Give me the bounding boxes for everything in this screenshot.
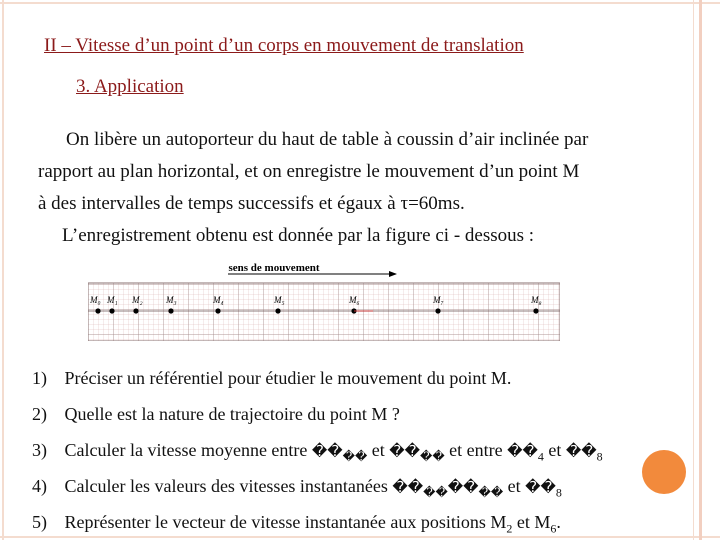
frame-border-right-inner — [693, 0, 694, 540]
question-number: 1) — [32, 368, 47, 388]
question-1 — [32, 368, 511, 389]
point-symbol: M — [534, 512, 551, 532]
point-m0 — [95, 308, 100, 313]
symbol-subscript: �� — [478, 485, 504, 500]
question-number: 4) — [32, 476, 47, 496]
label-m2: M₂ — [132, 295, 143, 305]
section-subtitle: 3. Application — [76, 76, 184, 97]
point-m8 — [533, 308, 538, 313]
question-text: Calculer les valeurs des vitesses instantanées — [64, 476, 388, 496]
question-2 — [32, 404, 400, 425]
label-m4: M₄ — [213, 295, 224, 305]
frame-border-right — [699, 0, 702, 540]
connector-text: et entre — [449, 440, 503, 460]
exercise-statement — [38, 124, 678, 252]
connector-text: et — [371, 440, 385, 460]
slide-title: II – Vitesse d’un point d’un corps en mouvement de translation — [44, 35, 524, 56]
symbol-glyph: �� — [311, 442, 343, 460]
symbol-glyph: �� — [389, 442, 421, 460]
symbol-subscript: �� — [423, 485, 448, 500]
point-m4 — [215, 308, 220, 313]
symbol-subscript: 8 — [596, 449, 603, 464]
connector-text: et — [548, 440, 562, 460]
direction-label: sens de mouvement — [228, 262, 320, 274]
question-text: Représenter le vecteur de vitesse instantanée aux positions — [64, 512, 486, 532]
statement-line-2: rapport au plan horizontal, et on enregistre le mouvement d’un point M — [38, 161, 580, 182]
point-m1 — [109, 308, 114, 313]
question-number: 3) — [32, 440, 47, 460]
symbol-glyph: �� — [447, 478, 479, 496]
point-m5 — [275, 308, 280, 313]
recording-figure — [88, 259, 560, 341]
statement-line-3: à des intervalles de temps successifs et égaux à τ=60ms. — [38, 193, 465, 214]
symbol-subscript: 4 — [537, 449, 544, 464]
statement-line-4: L’enregistrement obtenu est donnée par la figure ci - dessous : — [62, 225, 535, 246]
symbol-glyph: �� — [565, 442, 597, 460]
point-subscript: 2 — [506, 521, 513, 536]
question-number: 2) — [32, 404, 47, 424]
question-text: Préciser un référentiel pour étudier le mouvement du point M. — [64, 368, 512, 388]
connector-text: et — [507, 476, 521, 496]
label-m8: M₈ — [531, 295, 542, 305]
symbol-subscript: �� — [342, 449, 368, 464]
question-text: Calculer la vitesse moyenne entre — [64, 440, 308, 460]
symbol-glyph: �� — [525, 478, 556, 496]
question-4 — [32, 476, 562, 501]
label-m1: M₁ — [107, 295, 118, 305]
grid-paper — [88, 283, 560, 341]
label-m3: M₃ — [166, 295, 177, 305]
point-symbol: M — [490, 512, 507, 532]
label-m0: M₀ — [90, 295, 101, 305]
question-text: Quelle est la nature de trajectoire du point M ? — [64, 404, 400, 424]
point-m3 — [168, 308, 173, 313]
decorative-circle — [642, 450, 686, 494]
point-subscript: 6 — [550, 521, 557, 536]
label-m6: M₆ — [349, 295, 360, 305]
question-3 — [32, 440, 603, 465]
sentence-end: . — [556, 512, 561, 532]
symbol-glyph: �� — [392, 478, 424, 496]
symbol-subscript: �� — [420, 449, 445, 464]
question-5 — [32, 512, 561, 537]
question-number: 5) — [32, 512, 47, 532]
connector-text: et — [516, 512, 530, 532]
label-m7: M₇ — [433, 295, 444, 305]
frame-border-left — [2, 0, 4, 540]
frame-border-top — [0, 2, 720, 4]
point-m2 — [133, 308, 138, 313]
point-m7 — [435, 308, 440, 313]
recording-grid — [88, 259, 560, 341]
statement-line-1: On libère un autoporteur du haut de table à coussin d’air inclinée par — [66, 129, 589, 150]
label-m5: M₅ — [274, 295, 285, 305]
symbol-subscript: 8 — [555, 485, 562, 500]
symbol-glyph: �� — [507, 442, 538, 460]
